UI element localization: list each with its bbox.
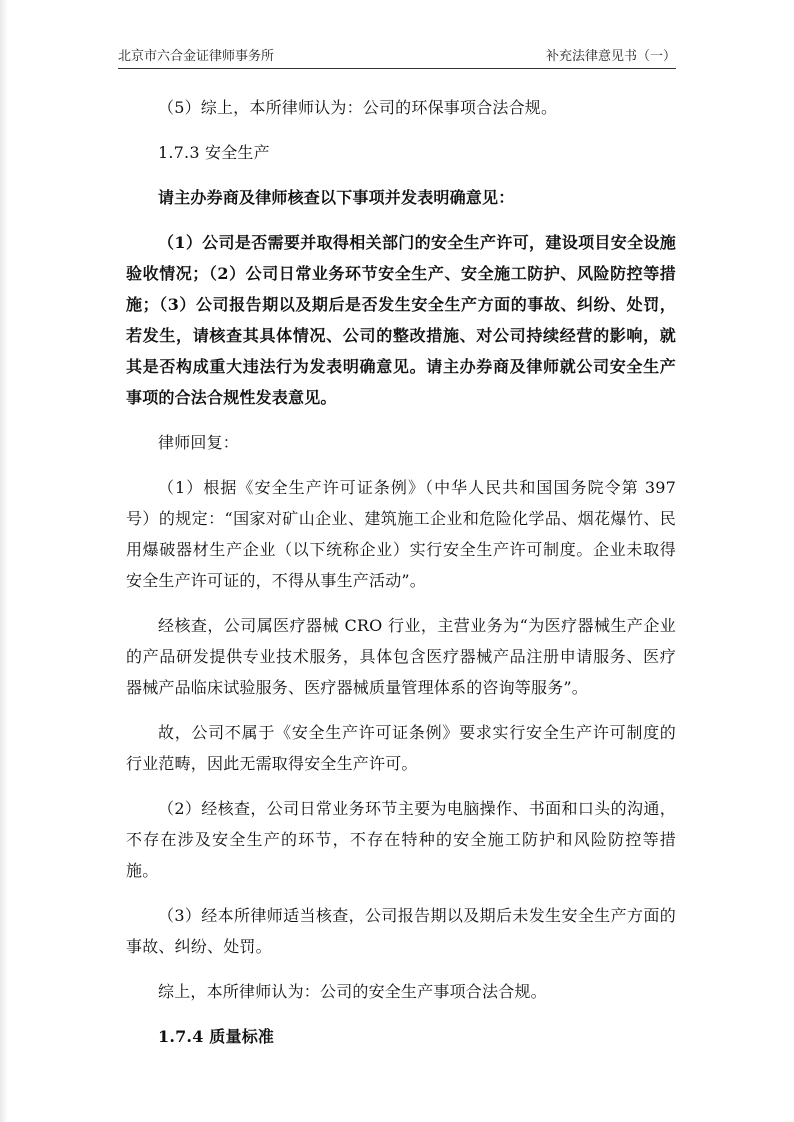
paragraph-request-items: （1）公司是否需要并取得相关部门的安全生产许可，建设项目安全设施验收情况；（2）公司日常业务环节安全生产、安全施工防护、风险防控等措施；（3）公司报告期以及期后是否发生安全生产方面的事故、纠纷、处罚，若发生，请核查其具体情况、公司的整改措施、对公司持续经营的影响，就其是否构成重大违法行为发表明确意见。请主办券商及律师就公司安全生产事项的合法合规性发表意见。 <box>126 233 676 407</box>
paragraph-no-license-needed: 故，公司不属于《安全生产许可证条例》要求实行安全生产许可制度的行业范畴，因此无需取得安全生产许可。 <box>126 723 676 773</box>
header-document-title: 补充法律意见书（一） <box>545 49 676 64</box>
header-firm-name: 北京市六合金证律师事务所 <box>118 49 275 64</box>
scan-edge <box>0 0 8 1122</box>
paragraph-lawyer-reply-label: 律师回复： <box>158 433 240 452</box>
paragraph-regulation-citation: （1）根据《安全生产许可证条例》（中华人民共和国国务院令第 397 号）的规定：“国家对矿山企业、建筑施工企业和危险化学品、烟花爆竹、民用爆破器材生产企业（以下统称企业）实行安全生产许可制度。企业未取得安全生产许可证的，不得从事生产活动”。 <box>126 478 676 590</box>
paragraph-env-conclusion: （5）综上，本所律师认为：公司的环保事项合法合规。 <box>158 98 558 117</box>
document-body <box>126 92 676 1066</box>
paragraph-request-intro: 请主办券商及律师核查以下事项并发表明确意见： <box>158 188 515 207</box>
paragraph-no-incidents: （3）经本所律师适当核查，公司报告期以及期后未发生安全生产方面的事故、纠纷、处罚。 <box>126 906 676 956</box>
paragraph-business-scope: 经核查，公司属医疗器械 CRO 行业，主营业务为“为医疗器械生产企业的产品研发提供专业技术服务，具体包含医疗器械产品注册申请服务、医疗器械产品临床试验服务、医疗器械质量管理体系的咨询等服务”。 <box>126 616 676 697</box>
paragraph-daily-operations: （2）经核查，公司日常业务环节主要为电脑操作、书面和口头的沟通，不存在涉及安全生产的环节，不存在特种的安全施工防护和风险防控等措施。 <box>126 799 676 880</box>
paragraph-safety-conclusion: 综上，本所律师认为：公司的安全生产事项合法合规。 <box>158 982 547 1001</box>
page-header <box>118 46 676 69</box>
section-heading-safety: 1.7.3 安全生产 <box>158 143 270 162</box>
section-heading-quality: 1.7.4 质量标准 <box>158 1027 275 1046</box>
